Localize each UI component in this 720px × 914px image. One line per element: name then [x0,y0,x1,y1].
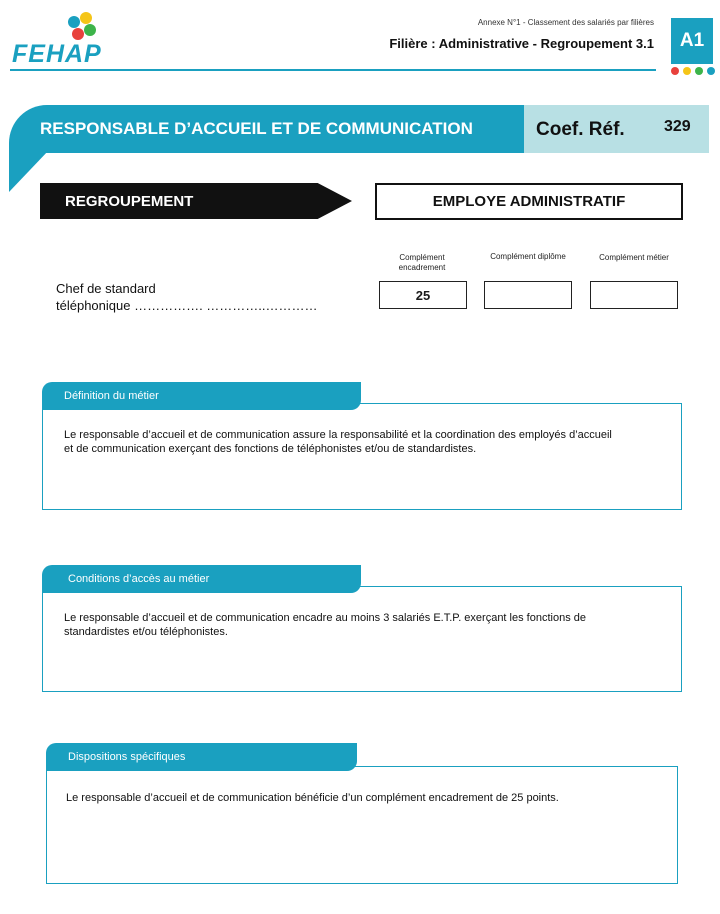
fehap-logo [10,10,110,70]
coef-label: Coef. Réf. [536,119,625,140]
job-title: RESPONSABLE D’ACCUEIL ET DE COMMUNICATION [40,119,473,138]
conditions-box [42,586,682,692]
dispositions-tab [46,743,357,771]
regroupement-label: REGROUPEMENT [65,193,194,210]
yellow-dot-icon [683,67,691,75]
chef-line-1: Chef de standard [56,281,156,296]
color-dots [671,67,717,77]
green-dot-icon [695,67,703,75]
complement-diplome-label: Complément diplôme [490,252,566,261]
chef-line-2: téléphonique ……………. …………..………… [56,298,318,313]
complement-metier-label: Complément métier [599,253,669,262]
complement-diplome-value [484,281,572,309]
conditions-text: Le responsable d’accueil et de communication encadre au moins 3 salariés E.T.P. exerçant les fonctions de standardistes et/ou téléphonistes. [64,612,586,638]
conditions-tab [42,565,361,593]
dispositions-title: Dispositions spécifiques [68,751,186,763]
dispositions-text: Le responsable d’accueil et de communication bénéficie d’un complément encadrement de 25 points. [66,792,559,804]
definition-title: Définition du métier [64,390,159,402]
dispositions-box [46,766,678,884]
blue-dot-icon [707,67,715,75]
annex-caption: Annexe N°1 - Classement des salariés par filières [477,18,654,27]
definition-box [42,403,682,510]
complement-encadrement-label: Complément encadrement [398,253,446,272]
header-divider [10,69,656,71]
filiere-title: Filière : Administrative - Regroupement 3.1 [389,36,654,51]
red-dot-icon [671,67,679,75]
complement-encadrement-value: 25 [379,281,467,309]
complement-metier-value [590,281,678,309]
definition-text: Le responsable d’accueil et de communication assure la responsabilité et la coordination des employés d’accueil et de communication exerçant des fonctions de téléphonistes et/ou de standardistes. [64,429,612,455]
clover-icon [62,10,102,44]
conditions-title: Conditions d’accès au métier [68,573,210,585]
regroupement-value: EMPLOYE ADMINISTRATIF [375,183,683,220]
section-badge: A1 [671,18,713,64]
coef-value: 329 [664,118,691,135]
chef-standard [56,280,318,314]
logo-text: FEHAP [12,40,102,68]
definition-tab [42,382,361,410]
